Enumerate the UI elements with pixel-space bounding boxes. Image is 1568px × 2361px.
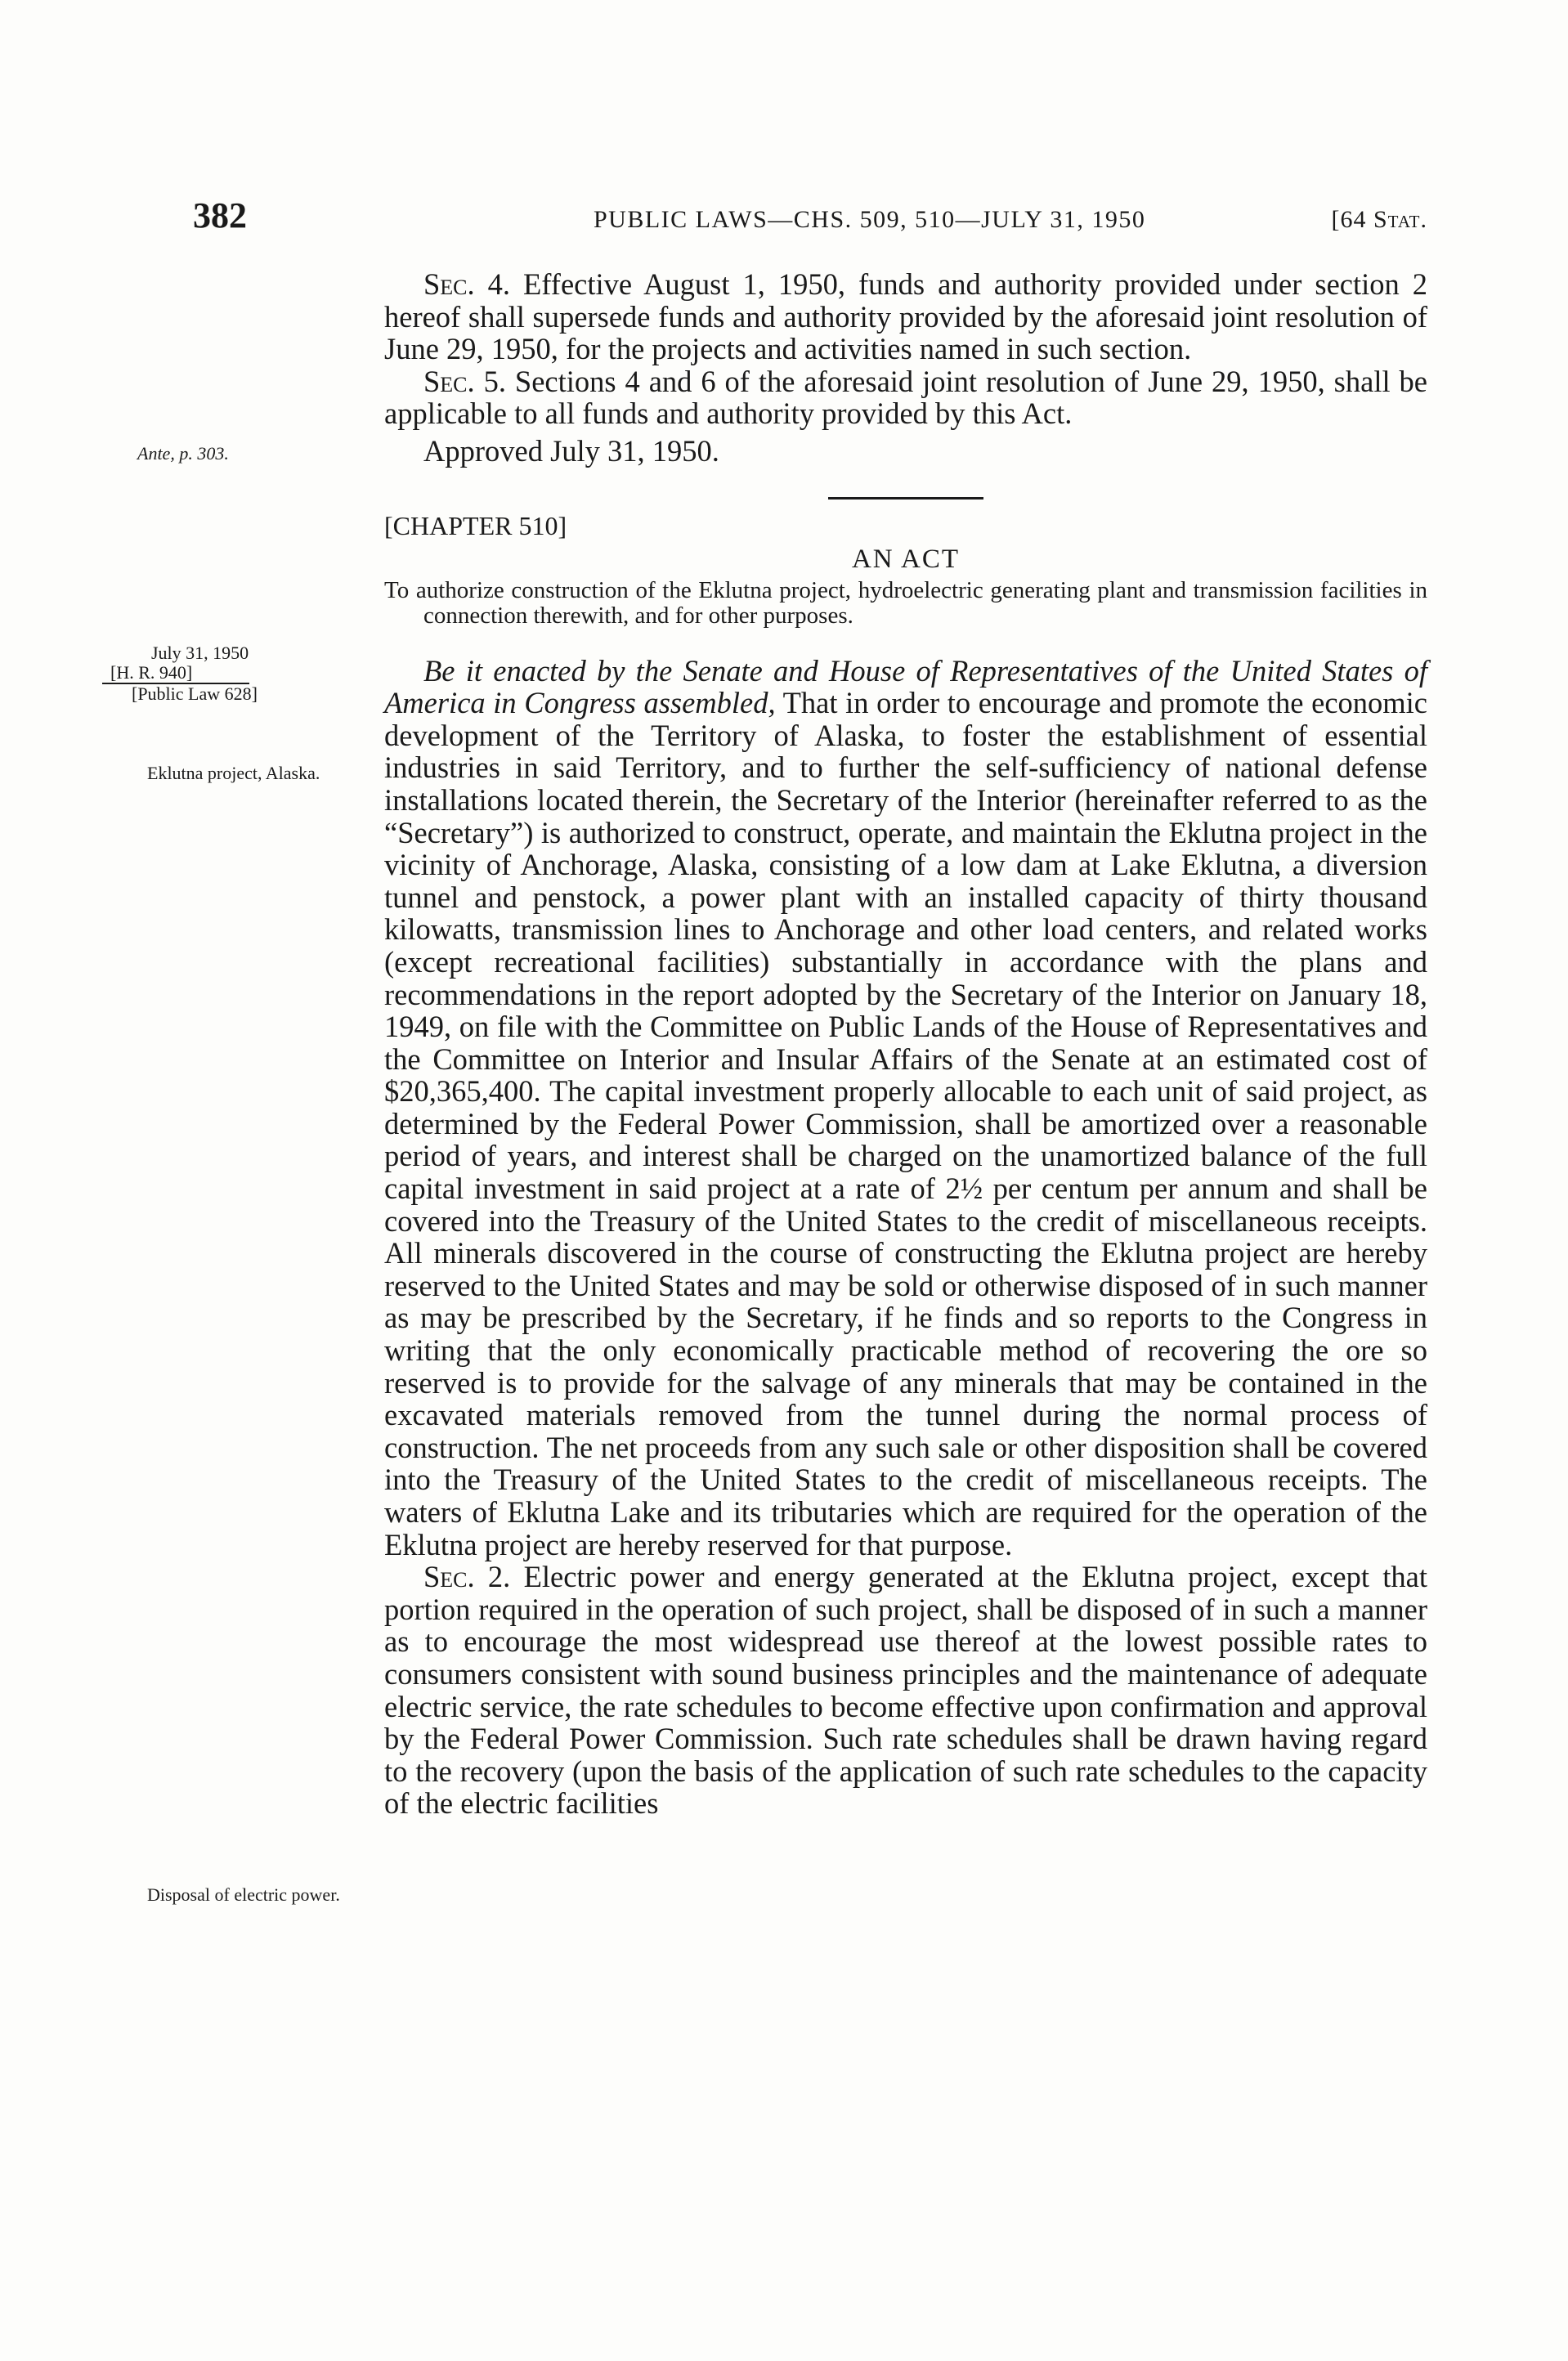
main-text — [384, 268, 1427, 1820]
section-2 — [384, 1561, 1427, 1820]
section-2-text: Electric power and energy generated at the Eklutna project, except that portion required in the operation of such project, shall be disposed of in such a manner as to encourage the most widespread use thereof at the lowest possible rates to consumers consistent with sound business principles and the maintenance of adequate electric service, the rate schedules to become effective upon confirmation and approval by the Federal Power Commission. Such rate schedules shall be drawn having regard to the recovery (upon the basis of the application of such rate schedules to the capacity of the electric facilities — [384, 1560, 1427, 1821]
section-4 — [384, 268, 1427, 365]
enacting-clause: Be it enacted by the Senate and House of Representatives of the United States of America in Congress assembled, — [384, 653, 1427, 720]
margin-note-ante: Ante, p. 303. — [137, 443, 229, 464]
page-header — [193, 195, 1427, 244]
act-title: AN ACT — [851, 544, 961, 574]
margin-note-eklutna: Eklutna project, Alaska. — [147, 763, 320, 783]
section-2-label: Sec. 2. — [423, 1560, 511, 1594]
running-title: PUBLIC LAWS—CHS. 509, 510—JULY 31, 1950 — [594, 206, 1146, 233]
chapter-label: [CHAPTER 510] — [384, 510, 567, 540]
volume-reference: [64 Stat. — [1331, 206, 1427, 233]
section-divider — [828, 497, 983, 500]
section-4-label: Sec. 4. — [423, 267, 511, 301]
margin-note-date: July 31, 1950 — [151, 643, 249, 663]
section-1 — [384, 655, 1427, 1561]
page-number: 382 — [193, 195, 247, 235]
section-4-text: Effective August 1, 1950, funds and authority provided under section 2 hereof shall supersede funds and authority provided by the aforesaid joint resolution of June 29, 1950, for the projects and activities named in such section. — [384, 267, 1427, 366]
section-5-label: Sec. 5. — [423, 364, 506, 398]
act-purpose: To authorize construction of the Eklutna project, hydroelectric generating plant and transmission facilities in connection therewith, and for other purposes. — [384, 576, 1427, 629]
section-5 — [384, 365, 1427, 430]
section-5-text: Sections 4 and 6 of the aforesaid joint resolution of June 29, 1950, shall be applicable to all funds and authority provided by this Act. — [384, 364, 1427, 431]
margin-note-disposal: Disposal of electric power. — [147, 1884, 340, 1905]
margin-note-public-law: [Public Law 628] — [132, 683, 258, 704]
approval-line: Approved July 31, 1950. — [423, 433, 719, 468]
section-1-text: That in order to encourage and promote the economic development of the Territory of Alaska, to foster the establishment of essential industries in said Territory, and to further the self-sufficiency of national defense installations located therein, the Secretary of the Interior (hereinafter referred to as the “Secretary”) is authorized to construct, operate, and maintain the Eklutna project in the vicinity of Anchorage, Alaska, consisting of a low dam at Lake Eklutna, a diversion tunnel and penstock, a power plant with an installed capacity of thirty thousand kilowatts, transmission lines to Anchorage and other load centers, and related works (except recreational facilities) substantially in accordance with the plans and recommendations in the report adopted by the Secretary of the Interior on January 18, 1949, on file with the Committee on Public Lands of the House of Representatives and the Committee on Interior and Insular Affairs of the Senate at an estimated cost of $20,365,400. The capital investment properly allocable to each unit of said project, as determined by the Federal Power Commission, shall be amortized over a reasonable period of years, and interest shall be charged on the unamortized balance of the full capital investment in said project at a rate of 2½ per centum per annum and shall be covered into the Treasury of the United States to the credit of miscellaneous receipts. All minerals discovered in the course of constructing the Eklutna project are hereby reserved to the United States and may be sold or otherwise disposed of in such manner as may be prescribed by the Secretary, if he finds and so reports to the Congress in writing that the only economically practicable method of recovering the ore so reserved is to provide for the salvage of any minerals that may be contained in the excavated materials removed from the tunnel during the normal process of construction. The net proceeds from any such sale or other disposition shall be covered into the Treasury of the United States to the credit of miscellaneous receipts. The waters of Eklutna Lake and its tributaries which are required for the operation of the Eklutna project are hereby reserved for that purpose. — [384, 686, 1428, 1561]
margin-note-date-block — [110, 643, 388, 704]
margin-note-bill: [H. R. 940] — [102, 663, 249, 684]
